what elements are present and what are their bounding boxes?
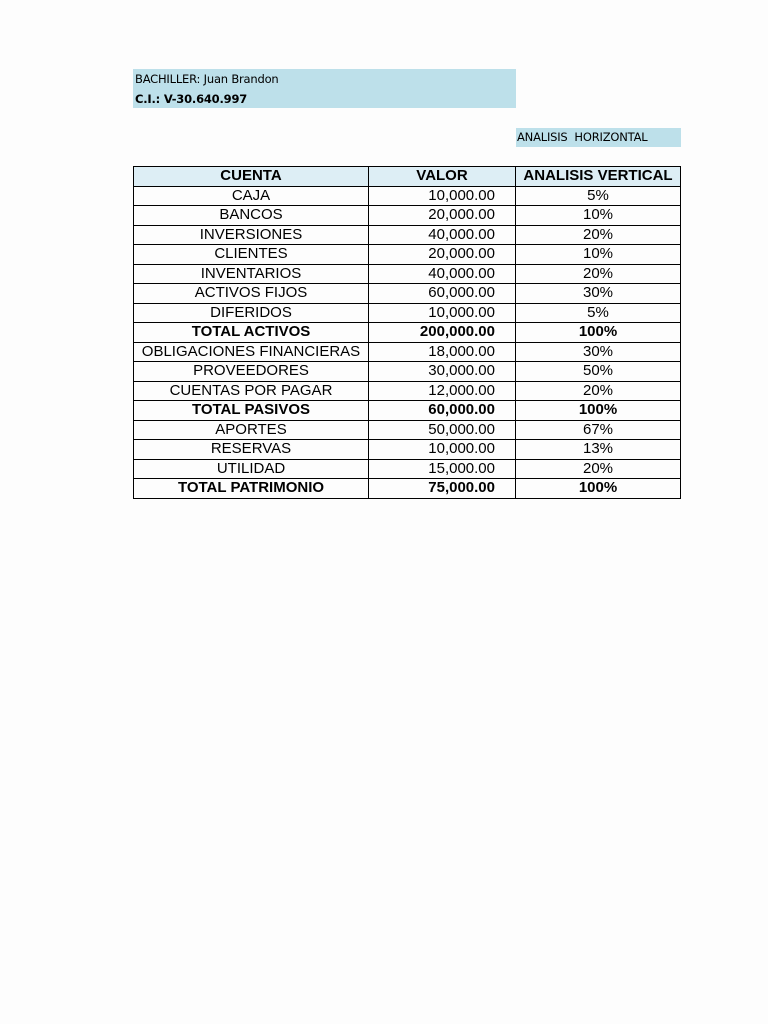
cell-cuenta: APORTES — [134, 420, 369, 440]
cell-valor: 10,000.00 — [369, 303, 516, 323]
table-row — [134, 225, 681, 245]
cell-cuenta: INVERSIONES — [134, 225, 369, 245]
horizontal-analysis-label: ANALISIS HORIZONTAL — [516, 128, 681, 147]
cell-cuenta: DIFERIDOS — [134, 303, 369, 323]
total-row — [134, 401, 681, 421]
cell-valor: 200,000.00 — [369, 323, 516, 343]
cell-cuenta: CAJA — [134, 186, 369, 206]
student-id: C.I.: V-30.640.997 — [135, 92, 248, 106]
cell-cuenta: CLIENTES — [134, 245, 369, 265]
header-cuenta: CUENTA — [134, 167, 369, 187]
cell-analisis-vertical: 50% — [516, 362, 681, 382]
cell-valor: 15,000.00 — [369, 459, 516, 479]
cell-valor: 30,000.00 — [369, 362, 516, 382]
total-row — [134, 479, 681, 499]
cell-cuenta: OBLIGACIONES FINANCIERAS — [134, 342, 369, 362]
cell-analisis-vertical: 100% — [516, 401, 681, 421]
cell-analisis-vertical: 10% — [516, 206, 681, 226]
cell-cuenta: CUENTAS POR PAGAR — [134, 381, 369, 401]
table-header-row — [134, 167, 681, 187]
table-row — [134, 440, 681, 460]
cell-cuenta: TOTAL PATRIMONIO — [134, 479, 369, 499]
table-row — [134, 342, 681, 362]
balance-table — [133, 166, 681, 499]
cell-analisis-vertical: 10% — [516, 245, 681, 265]
cell-valor: 10,000.00 — [369, 440, 516, 460]
cell-valor: 20,000.00 — [369, 245, 516, 265]
cell-analisis-vertical: 30% — [516, 342, 681, 362]
cell-analisis-vertical: 100% — [516, 479, 681, 499]
table-row — [134, 381, 681, 401]
table-row — [134, 186, 681, 206]
table-row — [134, 420, 681, 440]
cell-cuenta: ACTIVOS FIJOS — [134, 284, 369, 304]
student-name: BACHILLER: Juan Brandon — [135, 72, 279, 86]
table-row — [134, 362, 681, 382]
cell-analisis-vertical: 67% — [516, 420, 681, 440]
cell-valor: 50,000.00 — [369, 420, 516, 440]
cell-cuenta: PROVEEDORES — [134, 362, 369, 382]
cell-analisis-vertical: 20% — [516, 264, 681, 284]
cell-valor: 40,000.00 — [369, 225, 516, 245]
cell-valor: 10,000.00 — [369, 186, 516, 206]
cell-valor: 60,000.00 — [369, 284, 516, 304]
header-analisis-vertical: ANALISIS VERTICAL — [516, 167, 681, 187]
table-row — [134, 459, 681, 479]
table-row — [134, 264, 681, 284]
cell-cuenta: RESERVAS — [134, 440, 369, 460]
student-info-box — [133, 69, 516, 108]
cell-analisis-vertical: 100% — [516, 323, 681, 343]
cell-analisis-vertical: 20% — [516, 225, 681, 245]
cell-analisis-vertical: 20% — [516, 459, 681, 479]
header-valor: VALOR — [369, 167, 516, 187]
cell-valor: 20,000.00 — [369, 206, 516, 226]
cell-analisis-vertical: 5% — [516, 186, 681, 206]
table-row — [134, 303, 681, 323]
cell-analisis-vertical: 5% — [516, 303, 681, 323]
cell-analisis-vertical: 30% — [516, 284, 681, 304]
cell-valor: 40,000.00 — [369, 264, 516, 284]
cell-cuenta: UTILIDAD — [134, 459, 369, 479]
table-row — [134, 284, 681, 304]
cell-cuenta: TOTAL PASIVOS — [134, 401, 369, 421]
cell-valor: 12,000.00 — [369, 381, 516, 401]
cell-valor: 75,000.00 — [369, 479, 516, 499]
cell-cuenta: TOTAL ACTIVOS — [134, 323, 369, 343]
table-row — [134, 245, 681, 265]
table-row — [134, 206, 681, 226]
cell-cuenta: BANCOS — [134, 206, 369, 226]
cell-analisis-vertical: 20% — [516, 381, 681, 401]
cell-valor: 60,000.00 — [369, 401, 516, 421]
cell-cuenta: INVENTARIOS — [134, 264, 369, 284]
cell-valor: 18,000.00 — [369, 342, 516, 362]
cell-analisis-vertical: 13% — [516, 440, 681, 460]
total-row — [134, 323, 681, 343]
